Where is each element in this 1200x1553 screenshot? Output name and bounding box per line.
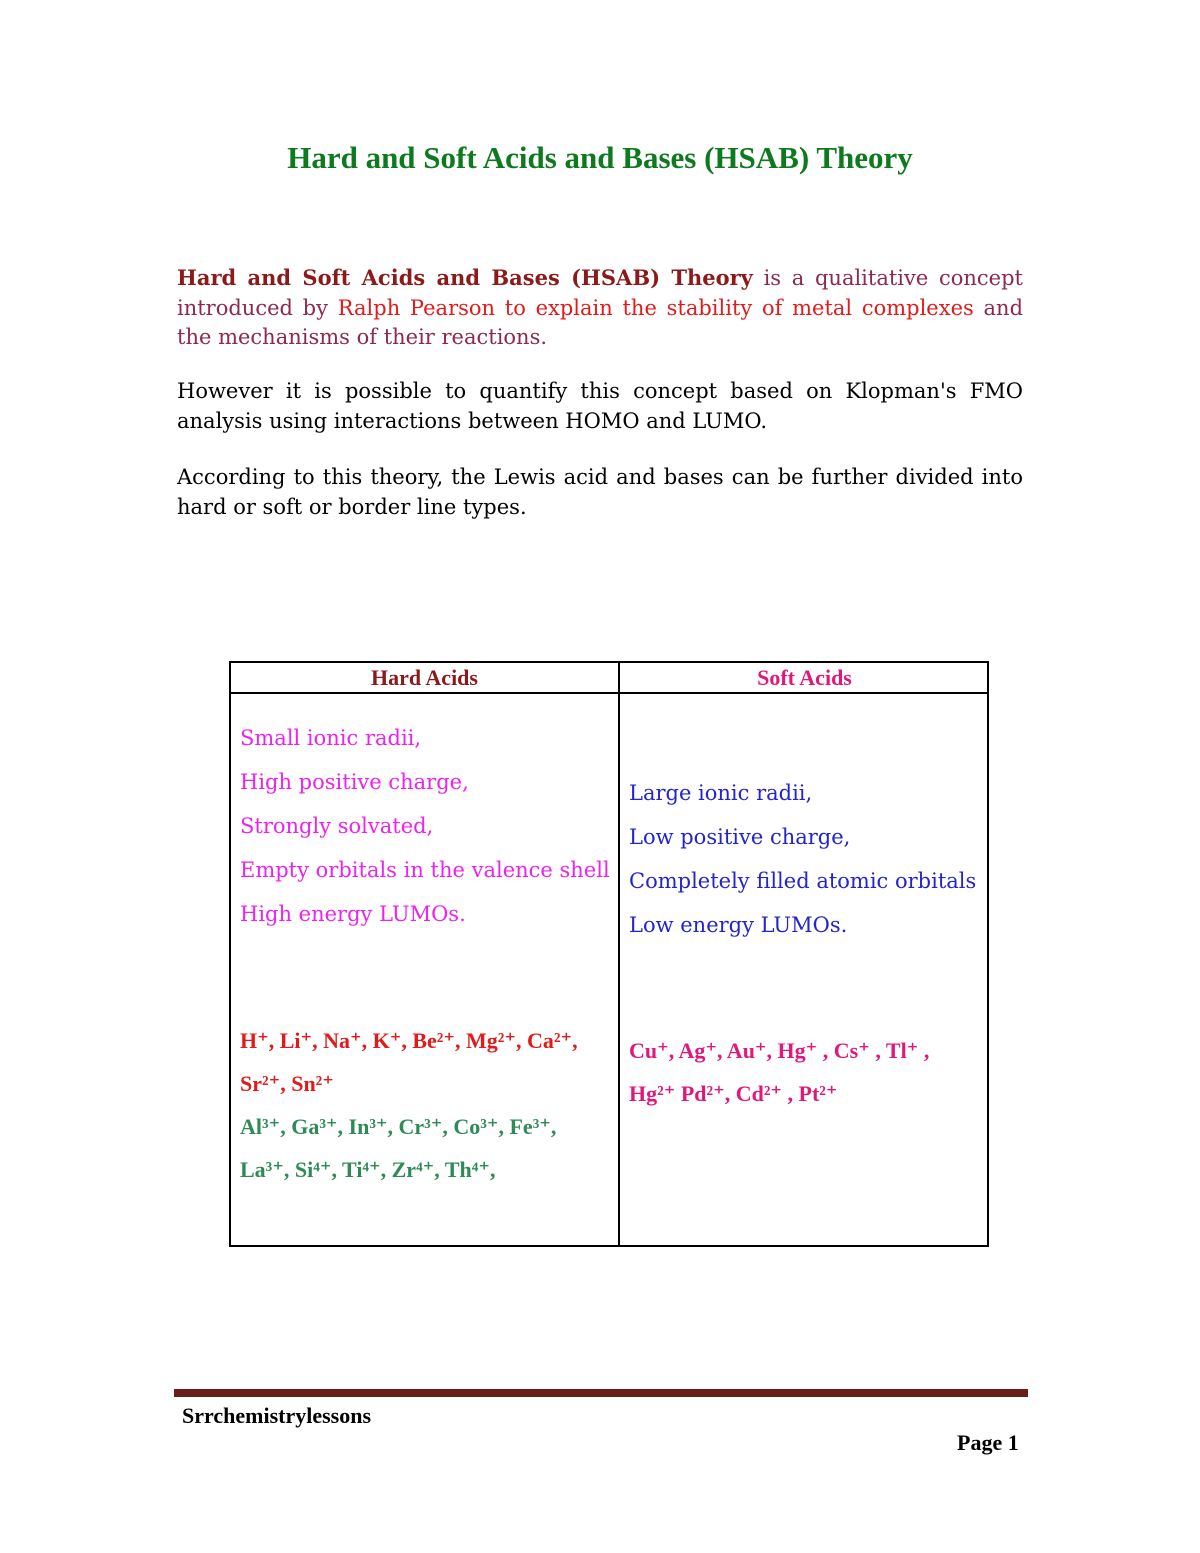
soft-acid-ions xyxy=(629,1029,929,1115)
list-item: Small ionic radii, xyxy=(240,726,422,750)
ion-line: H⁺, Li⁺, Na⁺, K⁺, Be²⁺, Mg²⁺, Ca²⁺, xyxy=(240,1028,578,1053)
ion-line: Hg²⁺ Pd²⁺, Cd²⁺ , Pt²⁺ xyxy=(629,1081,838,1106)
hard-acid-properties xyxy=(240,716,610,936)
intro-text-1: is a qualitative concept introduced by xyxy=(177,266,1023,320)
footer-site-name: Srrchemistrylessons xyxy=(182,1403,372,1428)
list-item: High positive charge, xyxy=(240,770,469,794)
list-item: Low positive charge, xyxy=(629,825,851,849)
ion-line: Sr²⁺, Sn²⁺ xyxy=(240,1071,334,1096)
intro-text-3: and the mechanisms of their reactions. xyxy=(177,295,1024,349)
list-item: High energy LUMOs. xyxy=(240,902,466,926)
list-item: Strongly solvated, xyxy=(240,814,434,838)
list-item: Low energy LUMOs. xyxy=(629,913,848,937)
list-item: Large ionic radii, xyxy=(629,781,813,805)
intro-person: Ralph Pearson xyxy=(337,295,496,320)
soft-acid-properties xyxy=(629,771,976,947)
hard-acids-header: Hard Acids xyxy=(371,665,478,690)
list-item: Completely filled atomic orbitals xyxy=(629,869,977,893)
ion-line: Cu⁺, Ag⁺, Au⁺, Hg⁺ , Cs⁺ , Tl⁺ , xyxy=(629,1038,930,1063)
table-column-divider xyxy=(618,663,620,1245)
acids-table xyxy=(229,661,989,1247)
page-title: Hard and Soft Acids and Bases (HSAB) Theory xyxy=(287,140,913,175)
list-item: Empty orbitals in the valence shell xyxy=(240,858,610,882)
ion-line: Al³⁺, Ga³⁺, In³⁺, Cr³⁺, Co³⁺, Fe³⁺, xyxy=(240,1114,557,1139)
footer-divider xyxy=(174,1389,1028,1397)
hard-acid-ions-group-2 xyxy=(240,1105,556,1191)
intro-term: Hard and Soft Acids and Bases (HSAB) Theory xyxy=(177,265,753,290)
intro-text-2: to explain the stability of metal complexes xyxy=(495,295,974,320)
classification-paragraph: According to this theory, the Lewis acid and bases can be further divided into hard or soft or border line types. xyxy=(177,465,1023,519)
quantify-paragraph: However it is possible to quantify this concept based on Klopman's FMO analysis using interactions between HOMO and LUMO. xyxy=(177,379,1023,433)
ion-line: La³⁺, Si⁴⁺, Ti⁴⁺, Zr⁴⁺, Th⁴⁺, xyxy=(240,1157,496,1182)
soft-acids-header: Soft Acids xyxy=(757,665,852,690)
intro-paragraph xyxy=(177,263,1023,353)
page-number: Page 1 xyxy=(957,1430,1019,1455)
hard-acid-ions-group-1 xyxy=(240,1019,578,1105)
